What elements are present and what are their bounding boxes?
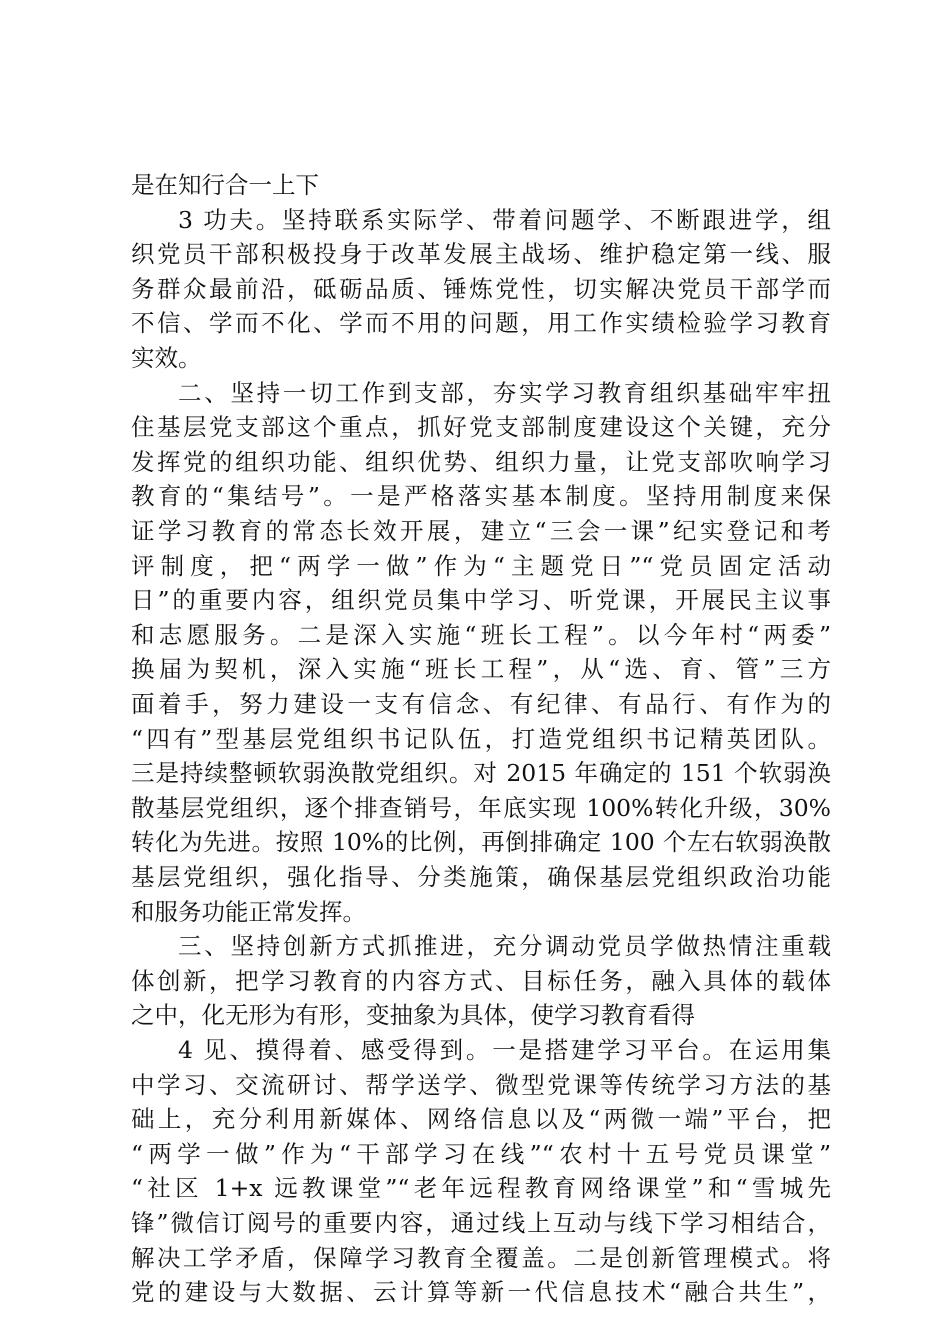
text-line: 不信、学而不化、学而不用的问题，用工作实绩检验学习教育 (131, 309, 831, 338)
text-line: 和服务功能正常发挥。 (131, 897, 366, 926)
text-line: 转化为先进。按照 10%的比例，再倒排确定 100 个左右软弱涣散 (131, 828, 831, 857)
text-line: 务群众最前沿，砥砺品质、锤炼党性，切实解决党员干部学而 (131, 274, 831, 303)
text-line: 锋”微信订阅号的重要内容，通过线上互动与线下学习相结合， (131, 1209, 831, 1237)
text-line: 是在知行合一上下 (131, 171, 319, 199)
text-line: “两学一做”作为“干部学习在线”“农村十五号党员课堂” (131, 1139, 831, 1168)
text-line: 基层党组织，强化指导、分类施策，确保基层党组织政治功能 (131, 863, 831, 891)
text-line: 日”的重要内容，组织党员集中学习、听党课，开展民主议事 (131, 586, 831, 615)
text-line: 三是持续整顿软弱涣散党组织。对 2015 年确定的 151 个软弱涣 (131, 759, 831, 788)
text-line: “四有”型基层党组织书记队伍，打造党组织书记精英团队。 (131, 724, 831, 753)
text-line: 3 功夫。坚持联系实际学、带着问题学、不断跟进学，组 (178, 205, 831, 234)
text-line: 面着手，努力建设一支有信念、有纪律、有品行、有作为的 (131, 690, 831, 718)
text-line: 4 见、摸得着、感受得到。一是搭建学习平台。在运用集 (178, 1036, 831, 1064)
text-line: “社区 1+x 远教课堂”“老年远程教育网络课堂”和“雪城先 (131, 1174, 831, 1203)
text-line: 党的建设与大数据、云计算等新一代信息技术“融合共生”， (131, 1278, 831, 1307)
text-line: 证学习教育的常态长效开展，建立“三会一课”纪实登记和考 (131, 517, 831, 545)
text-line: 织党员干部积极投身于改革发展主战场、维护稳定第一线、服 (131, 240, 831, 269)
text-line: 实效。 (131, 344, 202, 372)
text-line: 三、坚持创新方式抓推进，充分调动党员学做热情注重载 (178, 932, 831, 961)
text-line: 和志愿服务。二是深入实施“班长工程”。以今年村“两委” (131, 620, 831, 649)
text-line: 础上，充分利用新媒体、网络信息以及“两微一端”平台，把 (131, 1105, 831, 1134)
text-line: 散基层党组织，逐个排查销号，年底实现 100%转化升级，30% (131, 793, 831, 822)
text-line: 发挥党的组织功能、组织优势、组织力量，让党支部吹响学习 (131, 447, 831, 476)
text-line: 住基层党支部这个重点，抓好党支部制度建设这个关键，充分 (131, 413, 831, 442)
text-line: 中学习、交流研讨、帮学送学、微型党课等传统学习方法的基 (131, 1070, 831, 1099)
text-line: 评制度，把“两学一做”作为“主题党日”“党员固定活动 (131, 551, 831, 580)
text-line: 之中，化无形为有形，变抽象为具体，使学习教育看得 (131, 1001, 695, 1030)
text-line: 解决工学矛盾，保障学习教育全覆盖。二是创新管理模式。将 (131, 1243, 831, 1272)
text-line: 换届为契机，深入实施“班长工程”，从“选、育、管”三方 (131, 655, 831, 684)
text-line: 教育的“集结号”。一是严格落实基本制度。坚持用制度来保 (131, 482, 831, 511)
text-line: 二、坚持一切工作到支部，夯实学习教育组织基础牢牢扭 (178, 378, 831, 407)
text-line: 体创新，把学习教育的内容方式、目标任务，融入具体的载体 (131, 966, 831, 995)
